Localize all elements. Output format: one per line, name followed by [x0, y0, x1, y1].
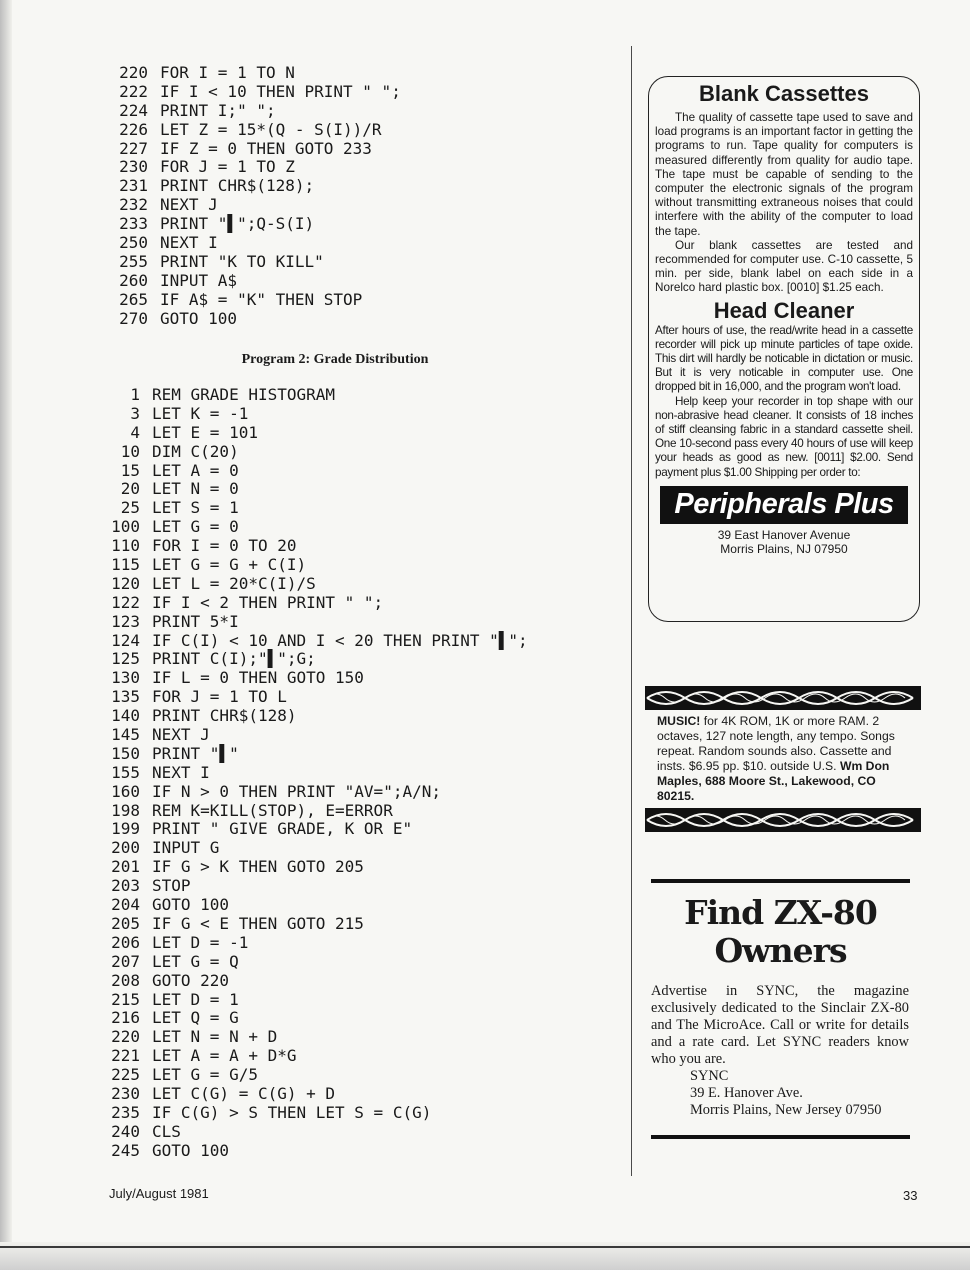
code-text: PRINT CHR$(128)	[152, 706, 297, 726]
music-ad	[645, 686, 921, 832]
code-text: GOTO 100	[152, 895, 230, 915]
code-text: LET G = G + C(I)	[152, 555, 307, 575]
issue-date: July/August 1981	[109, 1186, 209, 1201]
line-number: 199	[111, 819, 140, 839]
code-line	[102, 802, 528, 821]
code-text: INPUT G	[152, 838, 220, 858]
code-line	[102, 764, 528, 783]
code-line	[102, 707, 528, 726]
code-text: IF L = 0 THEN GOTO 150	[152, 668, 364, 688]
line-number: 206	[111, 932, 140, 952]
line-number: 224	[119, 100, 148, 120]
code-line	[102, 820, 528, 839]
code-line	[102, 1142, 528, 1161]
code-line	[102, 556, 528, 575]
code-line	[108, 140, 401, 159]
code-line	[102, 934, 528, 953]
line-number: 122	[111, 592, 140, 612]
zx80-ad-address	[690, 1068, 881, 1119]
ad-address-line: 39 East Hanover Avenue	[717, 527, 851, 542]
code-line	[108, 234, 401, 253]
zx80-ad-title	[651, 894, 910, 970]
code-line	[102, 1123, 528, 1142]
code-line	[102, 518, 528, 537]
code-line	[108, 177, 401, 196]
line-number: 205	[111, 913, 140, 933]
zx80-ad-rule-top	[651, 879, 910, 883]
code-text: LET C(G) = C(G) + D	[152, 1083, 336, 1103]
code-text: IF Z = 0 THEN GOTO 233	[160, 138, 372, 158]
code-text: INPUT A$	[160, 270, 238, 290]
line-number: 233	[119, 214, 148, 234]
line-number: 207	[111, 951, 140, 971]
code-line	[108, 253, 401, 272]
code-line	[108, 272, 401, 291]
line-number: 220	[119, 63, 148, 82]
line-number: 220	[111, 1027, 140, 1047]
line-number: 100	[111, 517, 140, 537]
code-line	[102, 632, 528, 651]
code-text: PRINT "K TO KILL"	[160, 251, 324, 271]
zx80-ad-body: Advertise in SYNC, the magazine exclusively dedicated to the Sinclair ZX-80 and The MicroAce. Call or write for details and a rate card. Let SYNC readers know who you are.	[651, 983, 909, 1067]
line-number: 10	[120, 441, 140, 461]
line-number: 198	[111, 800, 140, 820]
code-text: REM GRADE HISTOGRAM	[152, 385, 336, 404]
line-number: 120	[111, 573, 140, 593]
zx80-ad-rule-bottom	[651, 1135, 910, 1139]
code-text: LET N = N + D	[152, 1027, 278, 1047]
code-line	[102, 1009, 528, 1028]
code-text: LET E = 101	[152, 422, 258, 442]
line-number: 4	[130, 422, 140, 442]
code-text: LET Z = 15*(Q - S(I))/R	[160, 119, 382, 139]
ad-title-head-cleaner: Head Cleaner	[713, 297, 855, 323]
rope-border-top	[645, 686, 921, 710]
program-2-listing	[102, 386, 528, 1161]
page-number: 33	[903, 1188, 918, 1203]
code-text: CLS	[152, 1121, 181, 1141]
code-text: NEXT I	[160, 233, 218, 253]
line-number: 250	[119, 233, 148, 253]
code-text: FOR J = 1 TO Z	[160, 157, 295, 177]
code-line	[102, 443, 528, 462]
code-text: PRINT C(I);"▌";G;	[152, 649, 316, 669]
code-text: LET A = A + D*G	[152, 1046, 297, 1066]
code-line	[102, 972, 528, 991]
code-text: LET N = 0	[152, 479, 239, 499]
music-ad-text: for 4K ROM, 1K or more RAM. 2 octaves, 127 note length, any tempo. Songs repeat. Random sounds also. Cassette and insts. $6.95 pp. $10. outside U.S.	[657, 714, 895, 773]
code-line	[102, 537, 528, 556]
line-number: 235	[111, 1102, 140, 1122]
line-number: 125	[111, 649, 140, 669]
line-number: 200	[111, 838, 140, 858]
code-line	[108, 291, 401, 310]
line-number: 230	[119, 157, 148, 177]
code-text: DIM C(20)	[152, 441, 239, 461]
line-number: 110	[111, 536, 140, 556]
program-2-caption: Program 2: Grade Distribution	[241, 352, 429, 367]
line-number: 227	[119, 138, 148, 158]
code-text: LET A = 0	[152, 460, 239, 480]
line-number: 203	[111, 876, 140, 896]
column-divider	[631, 46, 632, 1176]
music-ad-lead: MUSIC!	[657, 714, 701, 728]
ad-paragraph: Help keep your recorder in top shape with our non-abrasive head cleaner. It consists of 18 inches of stiff cleansing fabric in a standard cassette sheil. One 10-second pass every 40 hours of use will keep your heads as good as new. [0011] $2.00. Send payment plus $1.00 Shipping per order to:	[655, 394, 913, 479]
line-number: 160	[111, 781, 140, 801]
code-text: LET G = G/5	[152, 1065, 258, 1085]
ad-address-line: Morris Plains, NJ 07950	[720, 541, 848, 556]
code-line	[102, 462, 528, 481]
code-line	[108, 196, 401, 215]
line-number: 145	[111, 725, 140, 745]
line-number: 150	[111, 743, 140, 763]
code-text: GOTO 100	[160, 308, 238, 328]
code-text: IF G < E THEN GOTO 215	[152, 913, 364, 933]
line-number: 255	[119, 251, 148, 271]
line-number: 155	[111, 762, 140, 782]
code-text: IF G > K THEN GOTO 205	[152, 857, 364, 877]
code-line	[102, 783, 528, 802]
line-number: 135	[111, 687, 140, 707]
code-text: LET G = 0	[152, 517, 239, 537]
zx80-ad-address-line: SYNC	[690, 1068, 729, 1084]
code-text: PRINT "▌";Q-S(I)	[160, 214, 315, 234]
code-text: FOR I = 1 TO N	[160, 63, 295, 82]
line-number: 260	[119, 270, 148, 290]
code-line	[102, 405, 528, 424]
code-text: STOP	[152, 876, 191, 896]
line-number: 1	[130, 385, 140, 404]
music-ad-body	[645, 710, 921, 808]
code-line	[102, 953, 528, 972]
line-number: 245	[111, 1140, 140, 1160]
code-line	[108, 64, 401, 83]
line-number: 25	[120, 498, 140, 518]
code-line	[102, 745, 528, 764]
line-number: 123	[111, 611, 140, 631]
line-number: 222	[119, 81, 148, 101]
line-number: 240	[111, 1121, 140, 1141]
code-line	[102, 1047, 528, 1066]
line-number: 221	[111, 1046, 140, 1066]
line-number: 115	[111, 555, 140, 575]
code-line	[108, 102, 401, 121]
code-line	[102, 839, 528, 858]
ad-paragraph: The quality of cassette tape used to save and load programs is an important factor in getting the programs to run. Tape quality for computers is measured differently from quality for audio tape. The tape must be capable of sending to the computer the electronic signals of the program without transmitting extraneous noises that could interfere with the ability of the computer to load the tape.	[655, 111, 913, 238]
code-line	[108, 158, 401, 177]
code-text: NEXT J	[152, 725, 210, 745]
code-line	[108, 215, 401, 234]
code-text: FOR J = 1 TO L	[152, 687, 287, 707]
code-text: LET S = 1	[152, 498, 239, 518]
line-number: 204	[111, 895, 140, 915]
line-number: 140	[111, 706, 140, 726]
code-text: IF C(I) < 10 AND I < 20 THEN PRINT "▌";	[152, 630, 528, 650]
code-line	[102, 386, 528, 405]
code-text: LET L = 20*C(I)/S	[152, 573, 316, 593]
ad-title-blank-cassettes: Blank Cassettes	[699, 81, 869, 106]
line-number: 265	[119, 289, 148, 309]
line-number: 15	[120, 460, 140, 480]
code-line	[108, 83, 401, 102]
code-text: PRINT "▌"	[152, 743, 239, 763]
code-text: LET K = -1	[152, 403, 249, 423]
code-line	[102, 480, 528, 499]
line-number: 232	[119, 195, 148, 215]
code-text: PRINT 5*I	[152, 611, 239, 631]
line-number: 226	[119, 119, 148, 139]
line-number: 270	[119, 308, 148, 328]
code-line	[102, 1028, 528, 1047]
line-number: 216	[111, 1008, 140, 1028]
program-1-listing	[108, 64, 401, 328]
line-number: 130	[111, 668, 140, 688]
line-number: 225	[111, 1065, 140, 1085]
line-number: 208	[111, 970, 140, 990]
code-line	[102, 613, 528, 632]
line-number: 215	[111, 989, 140, 1009]
line-number: 230	[111, 1083, 140, 1103]
page-edge-bottom	[0, 1242, 970, 1270]
code-line	[102, 896, 528, 915]
code-text: FOR I = 0 TO 20	[152, 536, 297, 556]
code-line	[102, 1104, 528, 1123]
code-text: PRINT I;" ";	[160, 100, 276, 120]
line-number: 231	[119, 176, 148, 196]
code-text: LET D = 1	[152, 989, 239, 1009]
peripherals-plus-logo: Peripherals Plus	[660, 486, 908, 524]
code-text: PRINT CHR$(128);	[160, 176, 315, 196]
code-line	[102, 575, 528, 594]
code-line	[102, 726, 528, 745]
line-number: 3	[130, 403, 140, 423]
line-number: 20	[120, 479, 140, 499]
music-ad-contact: Wm Don Maples, 688 Moore St., Lakewood, CO 80215.	[657, 759, 890, 803]
line-number: 201	[111, 857, 140, 877]
ad-paragraph: Our blank cassettes are tested and recommended for computer use. C-10 cassette, 5 min. per side, blank label on each side in a Norelco hard plastic box. [0010] $1.25 each.	[655, 238, 913, 295]
code-text: NEXT I	[152, 762, 210, 782]
code-text: IF I < 2 THEN PRINT " ";	[152, 592, 384, 612]
code-line	[102, 650, 528, 669]
zx80-ad-title-line: Owners	[714, 931, 847, 970]
code-text: IF C(G) > S THEN LET S = C(G)	[152, 1102, 432, 1122]
zx80-ad-address-line: Morris Plains, New Jersey 07950	[690, 1102, 882, 1118]
code-line	[102, 858, 528, 877]
code-line	[102, 688, 528, 707]
code-line	[102, 1085, 528, 1104]
page-edge-shadow	[0, 0, 12, 1270]
code-text: GOTO 220	[152, 970, 230, 990]
code-line	[102, 991, 528, 1010]
blank-cassettes-ad	[648, 76, 920, 622]
code-text: IF A$ = "K" THEN STOP	[160, 289, 363, 309]
code-text: GOTO 100	[152, 1140, 230, 1160]
code-line	[108, 121, 401, 140]
code-line	[102, 499, 528, 518]
code-line	[102, 669, 528, 688]
code-text: LET Q = G	[152, 1008, 239, 1028]
zx80-ad-title-line: Find ZX-80	[684, 893, 877, 932]
code-line	[108, 310, 401, 329]
code-line	[102, 594, 528, 613]
code-text: NEXT J	[160, 195, 218, 215]
code-text: REM K=KILL(STOP), E=ERROR	[152, 800, 393, 820]
rope-border-bottom	[645, 808, 921, 832]
code-text: IF N > 0 THEN PRINT "AV=";A/N;	[152, 781, 441, 801]
code-text: LET G = Q	[152, 951, 239, 971]
code-line	[102, 1066, 528, 1085]
ad-paragraph: After hours of use, the read/write head in a cassette recorder will pick up minute particles of tape oxide. This dirt will hardly be noticable in dictation or music. But it is very noticable in computer use. One dropped bit in 16,000, and the program won't load.	[655, 323, 913, 394]
line-number: 124	[111, 630, 140, 650]
zx80-ad-address-line: 39 E. Hanover Ave.	[690, 1085, 803, 1101]
code-text: IF I < 10 THEN PRINT " ";	[160, 81, 401, 101]
code-line	[102, 424, 528, 443]
code-text: PRINT " GIVE GRADE, K OR E"	[152, 819, 413, 839]
code-line	[102, 915, 528, 934]
code-line	[102, 877, 528, 896]
code-text: LET D = -1	[152, 932, 249, 952]
